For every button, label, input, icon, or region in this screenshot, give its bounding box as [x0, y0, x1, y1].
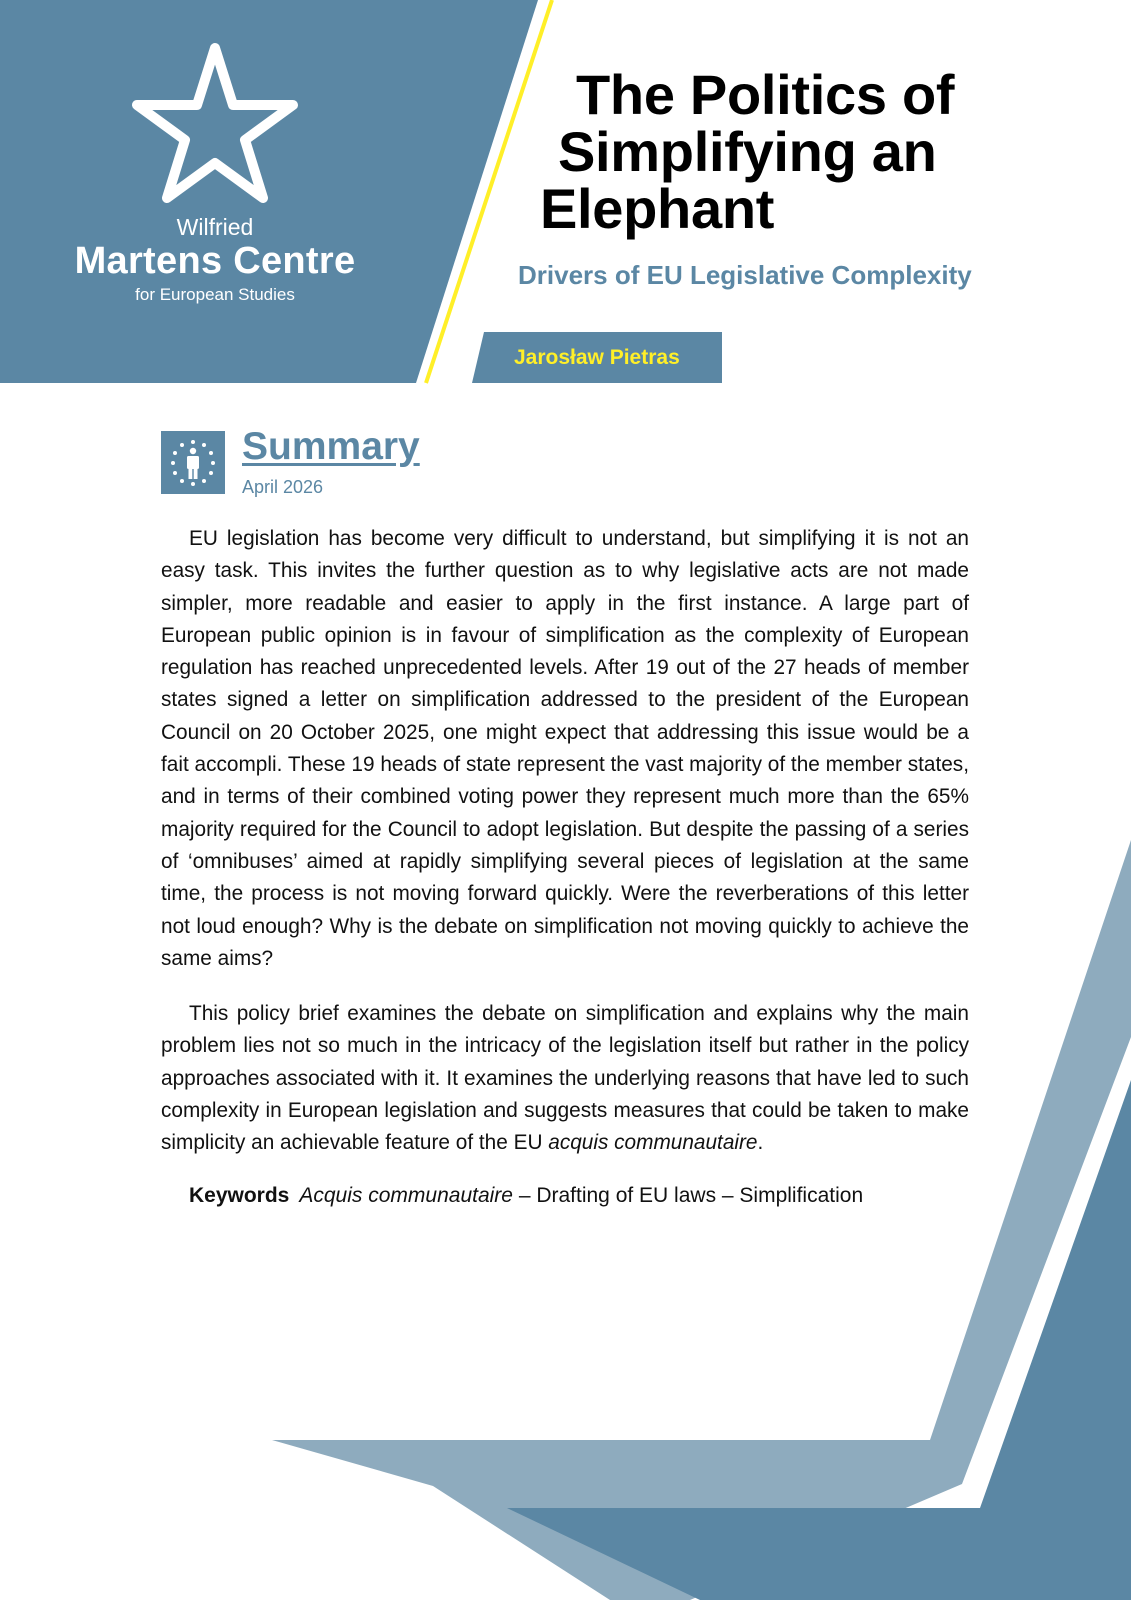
title-line-1: The Politics of: [576, 63, 955, 126]
person-in-stars-icon: [161, 431, 225, 494]
logo-line-european-studies: for European Studies: [135, 285, 295, 304]
title-line-2: Simplifying an: [558, 120, 937, 183]
paragraph-2-italic-term: acquis communautaire: [548, 1131, 758, 1155]
author-name: Jarosław Pietras: [514, 346, 680, 369]
star-figure-icon: [127, 40, 303, 206]
martens-centre-logo: [40, 40, 390, 320]
logo-line-martens-centre: Martens Centre: [74, 240, 356, 282]
paragraph-2-text: This policy brief examines the debate on simplification and explains why the main problem lies not so much in the intricacy of the legislation itself but rather in the policy approaches associated with it. It examines the underlying reasons that have led to such complexity in European legislation and suggests measures that could be taken to make simplicity an achievable feature of the EU: [161, 1002, 969, 1155]
summary-paragraph-1: EU legislation has become very difficult to understand, but simplifying it is not an easy task. This invites the further question as to why legislative acts are not made simpler, more readable and easier to apply in the first instance. A large part of European public opinion is in favour of simplification as the complexity of European regulation has reached unprecedented levels. After 19 out of the 27 heads of member states signed a letter on simplification addressed to the president of the European Council on 20 October 2025, one might expect that addressing this issue would be a fait accompli. These 19 heads of state represent the vast majority of the member states, and in terms of their combined voting power they represent much more than the 65% majority required for the Council to adopt legislation. But despite the passing of a series of ‘omnibuses’ aimed at rapidly simplifying several pieces of legislation at the same time, the process is not moving forward quickly. Were the reverberations of this letter not loud enough? Why is the debate on simplification not moving quickly to achieve the same aims?: [161, 527, 969, 970]
keywords-rest: – Drafting of EU laws – Simplification: [512, 1184, 864, 1207]
title-line-3: Elephant: [540, 177, 775, 240]
subtitle: Drivers of EU Legislative Complexity: [518, 260, 972, 290]
summary-heading: Summary: [242, 425, 420, 468]
keywords-label: Keywords: [189, 1184, 290, 1207]
summary-date: April 2026: [242, 477, 324, 497]
author-tab: [472, 332, 722, 383]
paragraph-2-end: .: [757, 1131, 764, 1155]
keyword-acquis: Acquis communautaire: [299, 1184, 513, 1207]
logo-line-wilfried: Wilfried: [176, 214, 254, 240]
summary-paragraph-2: [161, 998, 969, 1159]
keywords-line: [189, 1182, 863, 1210]
